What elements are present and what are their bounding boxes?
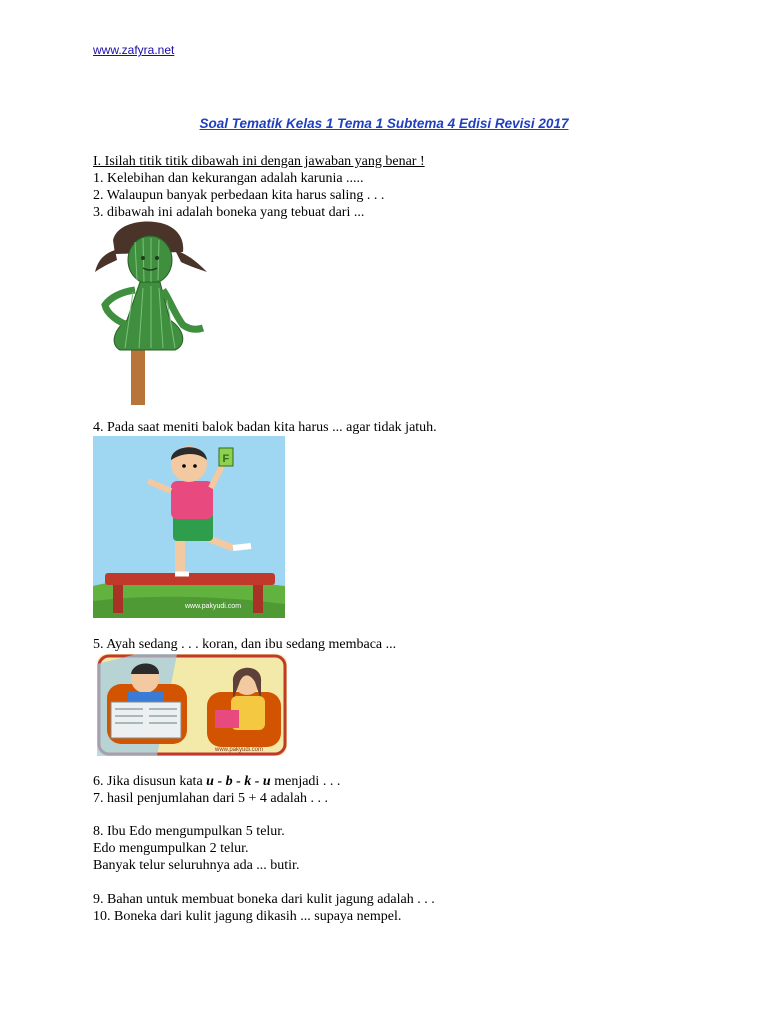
card-letter: F xyxy=(222,453,230,465)
question-10: 10. Boneka dari kulit jagung dikasih ... supaya nempel. xyxy=(93,909,402,924)
question-6-word: u - b - k - u xyxy=(206,774,271,789)
site-link[interactable]: www.zafyra.net xyxy=(93,43,175,57)
balance-beam-image xyxy=(93,436,285,618)
instruction: I. Isilah titik titik dibawah ini dengan jawaban yang benar ! xyxy=(93,154,425,169)
question-7: 7. hasil penjumlahan dari 5 + 4 adalah . . . xyxy=(93,791,328,806)
question-8-line-2: Edo mengumpulkan 2 telur. xyxy=(93,841,249,856)
corn-husk-doll-image xyxy=(95,220,210,405)
question-1: 1. Kelebihan dan kekurangan adalah karunia ..... xyxy=(93,171,364,186)
question-8-line-3: Banyak telur seluruhnya ada ... butir. xyxy=(93,858,300,873)
page-title: Soal Tematik Kelas 1 Tema 1 Subtema 4 Edisi Revisi 2017 xyxy=(199,116,569,131)
question-6-prefix: 6. Jika disusun kata xyxy=(93,774,207,789)
question-9: 9. Bahan untuk membuat boneka dari kulit jagung adalah . . . xyxy=(93,892,435,907)
question-4: 4. Pada saat meniti balok badan kita harus ... agar tidak jatuh. xyxy=(93,420,437,435)
question-2: 2. Walaupun banyak perbedaan kita harus saling . . . xyxy=(93,188,385,203)
question-8-line-1: 8. Ibu Edo mengumpulkan 5 telur. xyxy=(93,824,285,839)
question-6 xyxy=(93,773,340,790)
question-3: 3. dibawah ini adalah boneka yang tebuat dari ... xyxy=(93,205,365,220)
question-6-suffix: menjadi . . . xyxy=(270,774,341,789)
image-watermark: www.pakyudi.com xyxy=(185,603,242,610)
image-watermark-2: www.pakyudi.com xyxy=(215,747,264,753)
question-5: 5. Ayah sedang . . . koran, dan ibu sedang membaca ... xyxy=(93,637,397,652)
family-reading-image xyxy=(97,654,287,756)
